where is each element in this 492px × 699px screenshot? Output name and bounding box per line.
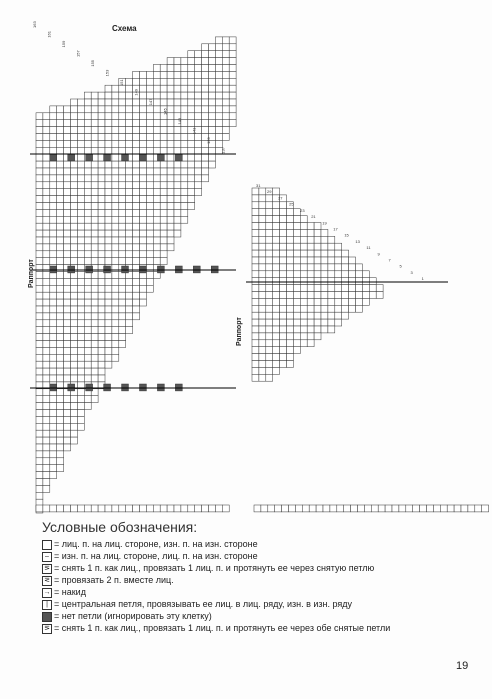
row-label: 5 xyxy=(399,263,402,269)
row-label: 7 xyxy=(388,257,391,263)
row-label: 151 xyxy=(118,79,124,86)
row-label: 31 xyxy=(256,183,261,188)
row-label: 149 xyxy=(133,88,139,96)
legend-item xyxy=(42,551,482,562)
legend-item xyxy=(42,539,482,550)
row-label: 23 xyxy=(300,207,305,213)
row-label: 153 xyxy=(104,69,110,77)
legend-text: = лиц. п. на лиц. стороне, изн. п. на изн. стороне xyxy=(54,539,258,549)
row-label: 143 xyxy=(176,117,182,125)
legend-item xyxy=(42,623,482,634)
dash-cell-icon: – xyxy=(42,552,52,562)
rapport-label-left: Раппорт xyxy=(28,259,35,288)
row-label: 19 xyxy=(322,220,327,226)
legend-text: = центральная петля, провязывать ее лиц. в лиц. ряду, изн. в изн. ряду xyxy=(54,599,353,609)
legend-heading: Условные обозначения: xyxy=(42,519,198,535)
row-label: 15 xyxy=(344,232,349,238)
row-label: 137 xyxy=(220,146,226,154)
slip-both-icon: ⋝ xyxy=(42,624,52,634)
row-label: 155 xyxy=(89,59,95,67)
page-number: 19 xyxy=(456,660,469,672)
legend-item xyxy=(42,599,482,610)
k2tog-icon: ⋜ xyxy=(42,576,52,586)
row-label: 29 xyxy=(267,189,272,195)
legend-text: = нет петли (игнорировать эту клетку) xyxy=(54,611,212,621)
central-stitch-icon: | xyxy=(42,600,52,610)
rapport-label-right: Раппорт xyxy=(236,317,243,346)
row-label: 13 xyxy=(355,238,360,244)
right-chart xyxy=(246,183,448,381)
row-label: 145 xyxy=(162,108,168,115)
legend-text: = снять 1 п. как лиц., провязать 1 лиц. п. и протянуть ее через обе снятые петли xyxy=(54,623,391,633)
row-label: 1 xyxy=(421,276,424,282)
legend-item xyxy=(42,563,482,574)
legend-text: = провязать 2 п. вместе лиц. xyxy=(54,575,174,585)
yarn-over-icon: → xyxy=(43,589,51,596)
no-stitch-icon xyxy=(42,612,52,622)
legend-item xyxy=(42,575,482,586)
empty-cell-icon xyxy=(42,540,52,550)
row-label: 163 xyxy=(32,21,37,28)
legend-item xyxy=(42,611,482,622)
slip-knit-pass-icon: ⋝ xyxy=(42,564,52,574)
row-label: 161 xyxy=(46,30,52,38)
chart-title: Схема xyxy=(112,24,137,33)
legend-item xyxy=(42,587,482,598)
legend-text: = накид xyxy=(54,587,86,597)
row-label: 11 xyxy=(366,245,371,251)
row-label: 141 xyxy=(191,127,197,135)
row-label: 9 xyxy=(377,251,380,257)
legend-text: = снять 1 п. как лиц., провязать 1 лиц. п. и протянуть ее через снятую петлю xyxy=(54,563,375,573)
row-label: 25 xyxy=(289,201,294,207)
legend-list xyxy=(42,539,482,634)
row-label: 139 xyxy=(205,137,211,144)
row-label: 27 xyxy=(278,195,283,201)
row-label: 17 xyxy=(333,226,338,232)
row-label: 21 xyxy=(311,214,316,220)
row-label: 3 xyxy=(410,269,413,275)
legend-text: = изн. п. на лиц. стороне, лиц. п. на изн. стороне xyxy=(54,551,258,561)
row-label: 159 xyxy=(60,40,66,48)
row-label: 157 xyxy=(75,50,81,57)
legend xyxy=(42,519,482,635)
row-label: 147 xyxy=(147,98,153,106)
